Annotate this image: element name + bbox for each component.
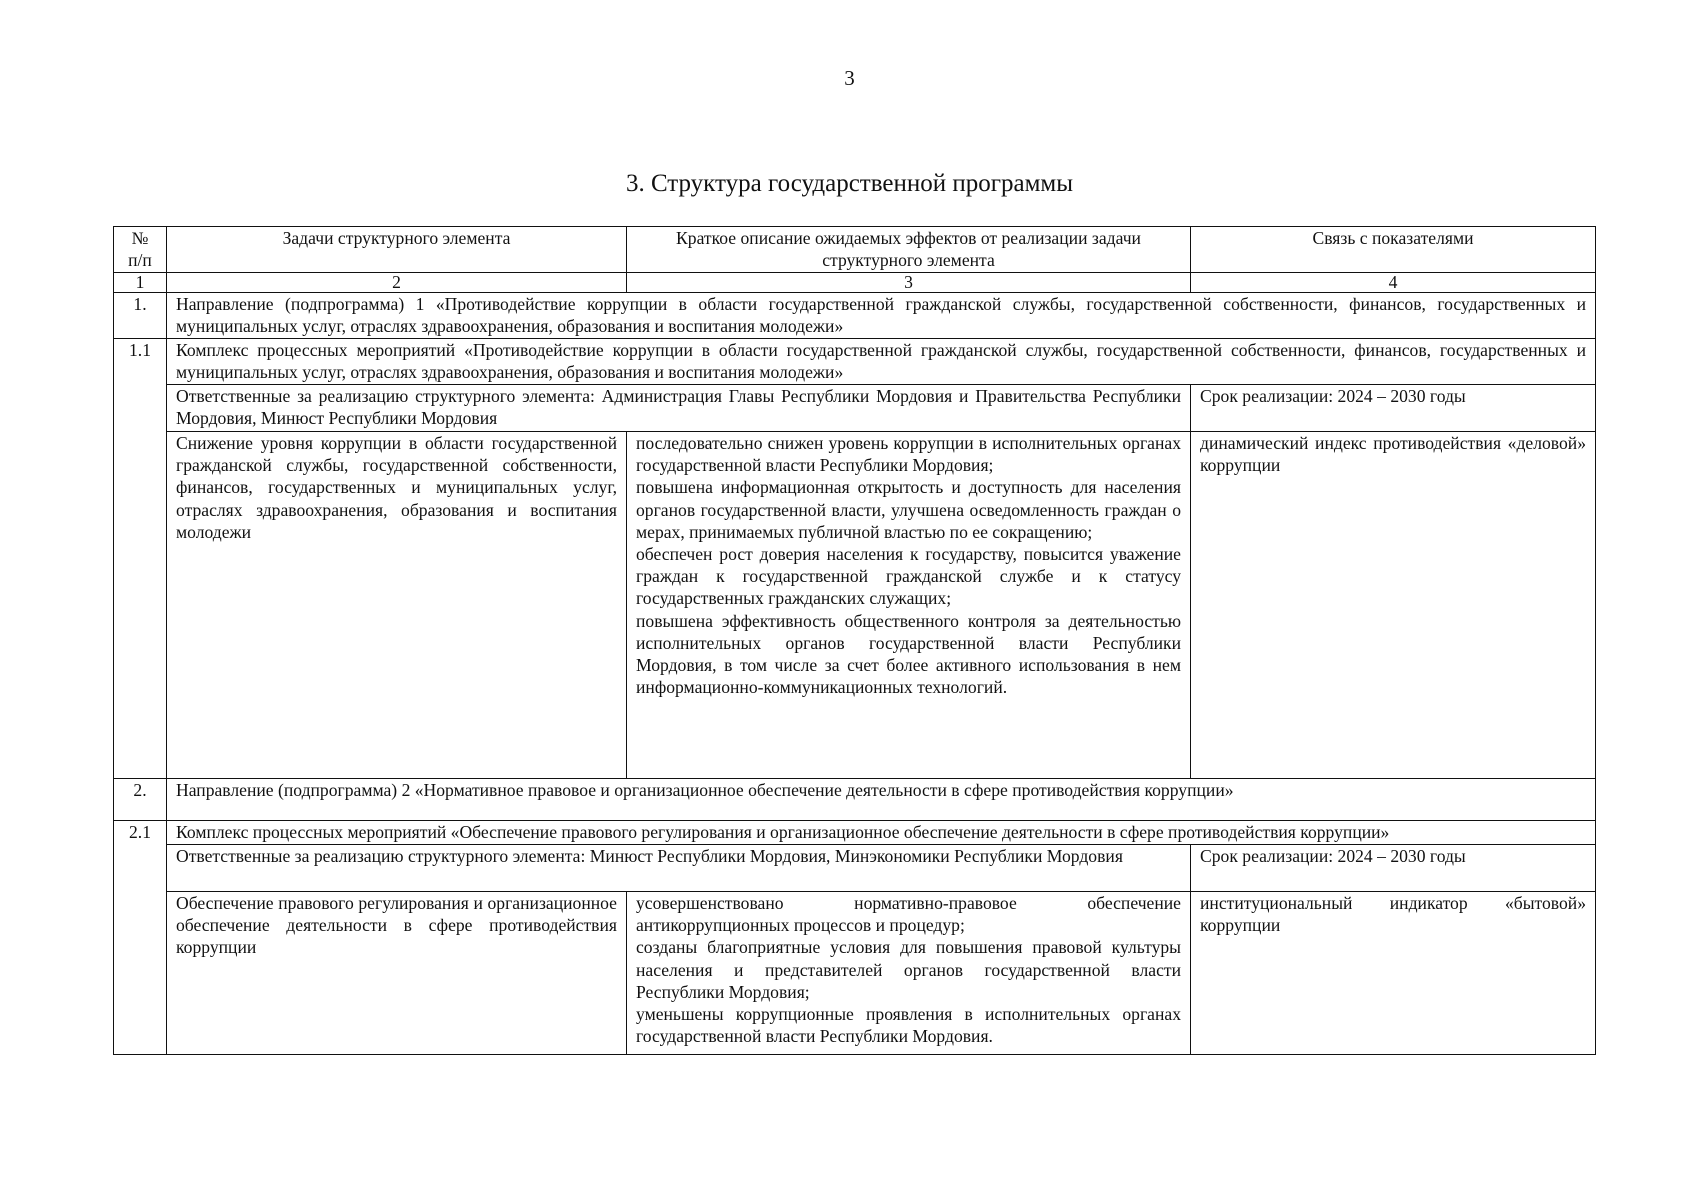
complex-1-indicator: динамический индекс противодействия «деловой» коррупции <box>1191 432 1596 779</box>
complex-2-responsible: Ответственные за реализацию структурного элемента: Минюст Республики Мордовия, Минэкономики Республики Мордовия <box>167 845 1191 892</box>
header-num: № п/п <box>114 227 167 273</box>
complex-2-task-row <box>114 892 1596 1055</box>
complex-2-responsible-row <box>114 845 1596 892</box>
effect-item: созданы благоприятные условия для повышения правовой культуры населения и представителей органов государственной власти Республики Мордовия; <box>636 937 1181 1002</box>
header-effects: Краткое описание ожидаемых эффектов от реализации задачи структурного элемента <box>627 227 1191 273</box>
section-title: 3. Структура государственной программы <box>625 170 1074 197</box>
complex-2-text: Комплекс процессных мероприятий «Обеспечение правового регулирования и организационное обеспечение деятельности в сфере противодействия коррупции» <box>167 821 1596 845</box>
page-number: 3 <box>844 66 855 90</box>
effect-item: обеспечен рост доверия населения к государству, повысится уважение граждан к государственной гражданской службе и к статусу государственных гражданских служащих; <box>636 544 1181 609</box>
direction-1-text: Направление (подпрограмма) 1 «Противодействие коррупции в области государственной гражданской службы, государственной собственности, финансов, государственных и муниципальных услуг, отраслях здравоохранения, образования и воспитания молодежи» <box>167 293 1596 339</box>
column-index-row <box>114 273 1596 293</box>
complex-2-row <box>114 821 1596 845</box>
complex-1-task: Снижение уровня коррупции в области государственной гражданской службы, государственной собственности, финансов, государственных и муниципальных услуг, отраслях здравоохранения, образования и воспитания молодежи <box>167 432 627 779</box>
effect-item: повышена эффективность общественного контроля за деятельностью исполнительных органов государственной власти Республики Мордовия, в том числе за счет более активного использования в нем информационно-коммуникационных технологий. <box>636 610 1181 698</box>
column-index-2: 2 <box>167 273 627 293</box>
header-indicators: Связь с показателями <box>1191 227 1596 273</box>
column-index-3: 3 <box>627 273 1191 293</box>
complex-2-num: 2.1 <box>114 821 167 1055</box>
complex-1-responsible-row <box>114 385 1596 432</box>
direction-2-row <box>114 779 1596 821</box>
effect-item: повышена информационная открытость и доступность для населения органов государственной власти, улучшена осведомленность граждан о мерах, принимаемых публичной властью по ее сокращению; <box>636 477 1181 542</box>
direction-2-text: Направление (подпрограмма) 2 «Нормативное правовое и организационное обеспечение деятельности в сфере противодействия коррупции» <box>167 779 1596 821</box>
effect-item: усовершенствовано нормативно-правовое обеспечение антикоррупционных процессов и процедур; <box>636 893 1181 936</box>
complex-2-task: Обеспечение правового регулирования и организационное обеспечение деятельности в сфере противодействия коррупции <box>167 892 627 1055</box>
header-row <box>114 227 1596 273</box>
complex-1-num: 1.1 <box>114 339 167 779</box>
header-tasks: Задачи структурного элемента <box>167 227 627 273</box>
complex-2-indicator: институциональный индикатор «бытовой» коррупции <box>1191 892 1596 1055</box>
direction-1-row <box>114 293 1596 339</box>
complex-1-term: Срок реализации: 2024 – 2030 годы <box>1191 385 1596 432</box>
complex-2-effects <box>627 892 1191 1055</box>
effect-item: последовательно снижен уровень коррупции в исполнительных органах государственной власти Республики Мордовия; <box>636 433 1181 476</box>
effect-item: уменьшены коррупционные проявления в исполнительных органах государственной власти Республики Мордовия. <box>636 1004 1181 1047</box>
direction-1-num: 1. <box>114 293 167 339</box>
direction-2-num: 2. <box>114 779 167 821</box>
program-structure-table <box>113 226 1596 1055</box>
column-index-1: 1 <box>114 273 167 293</box>
column-index-4: 4 <box>1191 273 1596 293</box>
complex-2-term: Срок реализации: 2024 – 2030 годы <box>1191 845 1596 892</box>
complex-1-responsible: Ответственные за реализацию структурного элемента: Администрация Главы Республики Мордовия и Правительства Республики Мордовия, Минюст Республики Мордовия <box>167 385 1191 432</box>
complex-1-task-row <box>114 432 1596 779</box>
complex-1-text: Комплекс процессных мероприятий «Противодействие коррупции в области государственной гражданской службы, государственной собственности, финансов, государственных и муниципальных услуг, отраслях здравоохранения, образования и воспитания молодежи» <box>167 339 1596 385</box>
complex-1-row <box>114 339 1596 385</box>
complex-1-effects <box>627 432 1191 779</box>
